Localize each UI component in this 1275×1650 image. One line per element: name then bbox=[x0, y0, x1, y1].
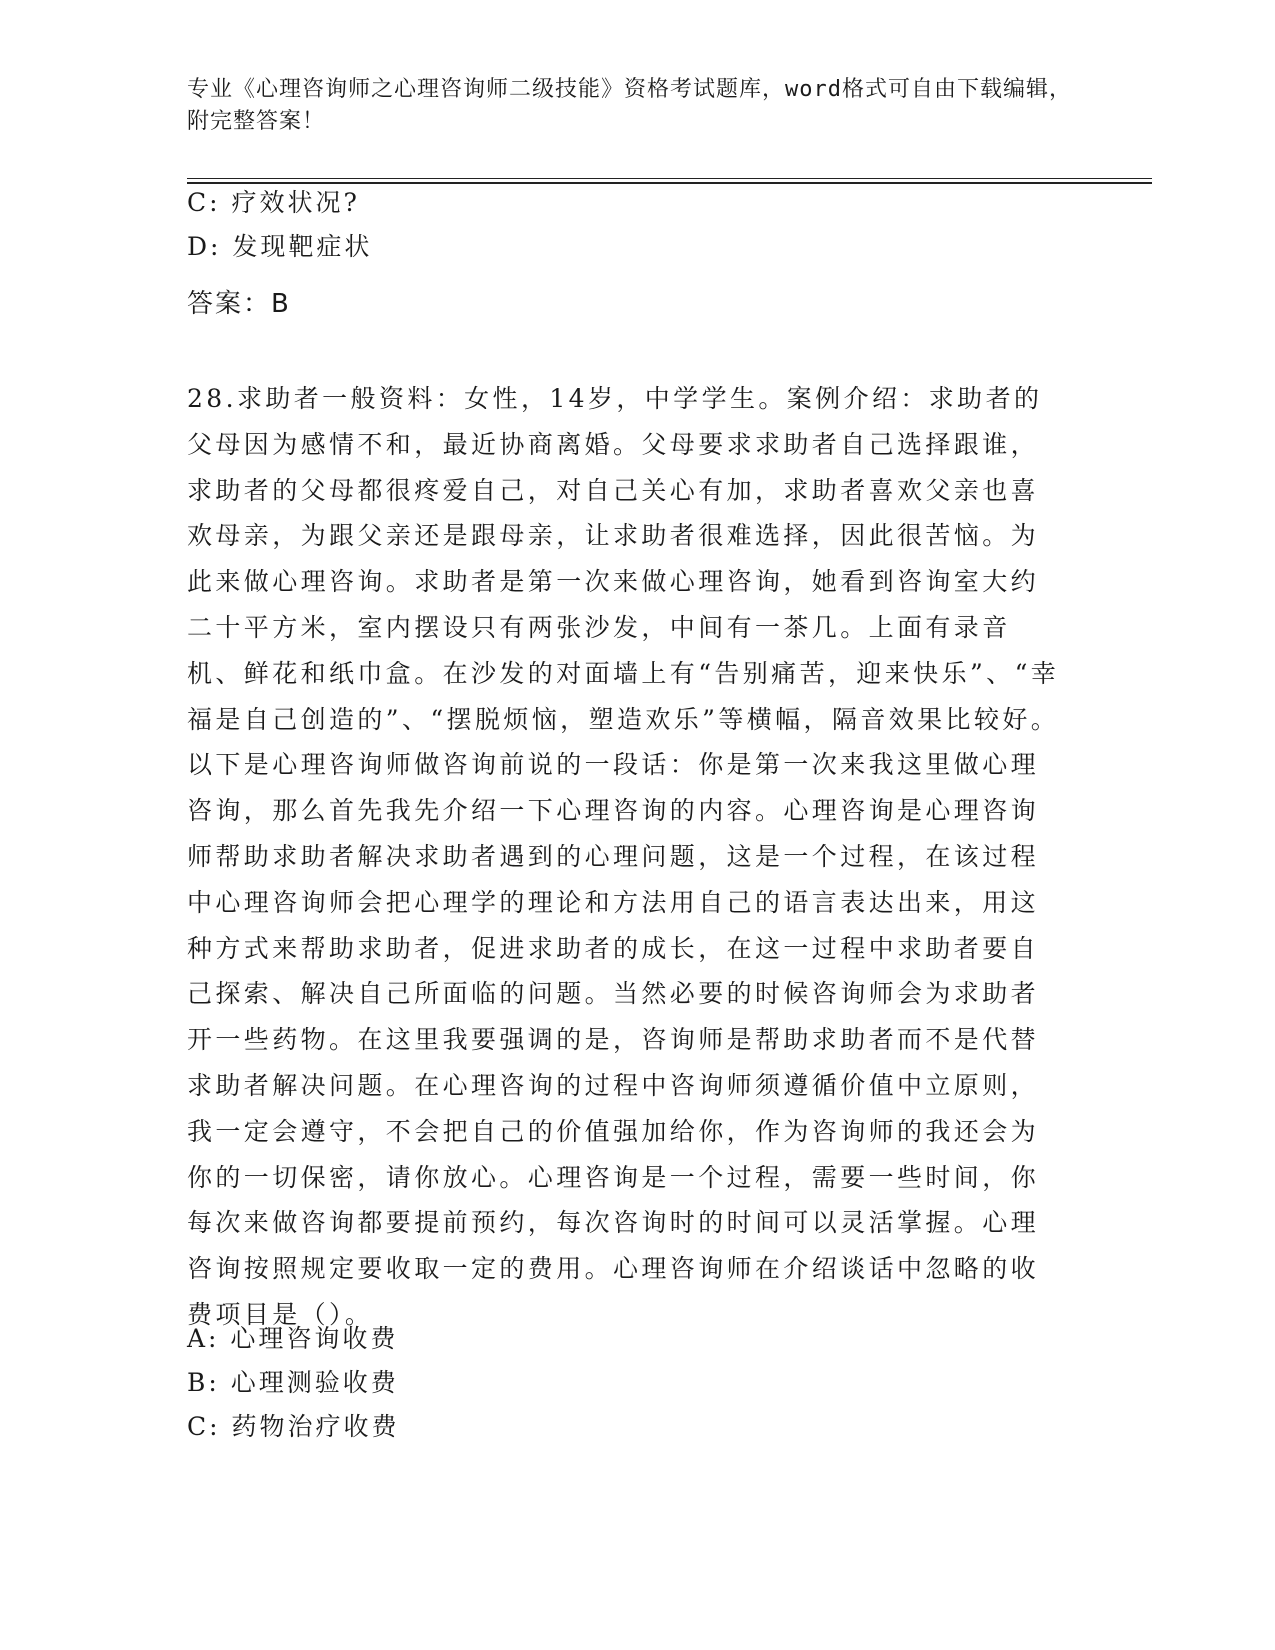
header-divider-thin bbox=[187, 178, 1152, 179]
prev-answer: 答案：B bbox=[187, 289, 291, 319]
document-header: 专业《心理咨询师之心理咨询师二级技能》资格考试题库，word格式可自由下载编辑，附完整答案！ bbox=[187, 77, 1072, 134]
prev-option-d: D: 发现靶症状 bbox=[187, 232, 373, 261]
header-divider-thick bbox=[187, 182, 1152, 184]
option-c: C: 药物治疗收费 bbox=[187, 1412, 400, 1441]
question-28-text: 28.求助者一般资料：女性，14岁，中学学生。案例介绍：求助者的父母因为感情不和，最近协商离婚。父母要求求助者自己选择跟谁，求助者的父母都很疼爱自己，对自己关心有加，求助者喜欢父亲也喜欢母亲，为跟父亲还是跟母亲，让求助者很难选择，因此很苦恼。为此来做心理咨询。求助者是第一次来做心理咨询，她看到咨询室大约二十平方米，室内摆设只有两张沙发，中间有一茶几。上面有录音机、鲜花和纸巾盒。在沙发的对面墙上有“告别痛苦，迎来快乐”、“幸福是自己创造的”、“摆脱烦恼，塑造欢乐”等横幅，隔音效果比较好。以下是心理咨询师做咨询前说的一段话：你是第一次来我这里做心理咨询，那么首先我先介绍一下心理咨询的内容。心理咨询是心理咨询师帮助求助者解决求助者遇到的心理问题，这是一个过程，在该过程中心理咨询师会把心理学的理论和方法用自己的语言表达出来，用这种方式来帮助求助者，促进求助者的成长，在这一过程中求助者要自己探索、解决自己所面临的问题。当然必要的时候咨询师会为求助者开一些药物。在这里我要强调的是，咨询师是帮助求助者而不是代替求助者解决问题。在心理咨询的过程中咨询师须遵循价值中立原则，我一定会遵守，不会把自己的价值强加给你，作为咨询师的我还会为你的一切保密，请你放心。心理咨询是一个过程，需要一些时间，你每次来做咨询都要提前预约，每次咨询时的时间可以灵活掌握。心理咨询按照规定要收取一定的费用。心理咨询师在介绍谈话中忽略的收费项目是（）。 bbox=[187, 384, 1060, 1329]
option-a: A: 心理咨询收费 bbox=[187, 1324, 399, 1353]
option-b: B: 心理测验收费 bbox=[187, 1368, 399, 1397]
prev-option-c: C: 疗效状况? bbox=[187, 188, 360, 217]
